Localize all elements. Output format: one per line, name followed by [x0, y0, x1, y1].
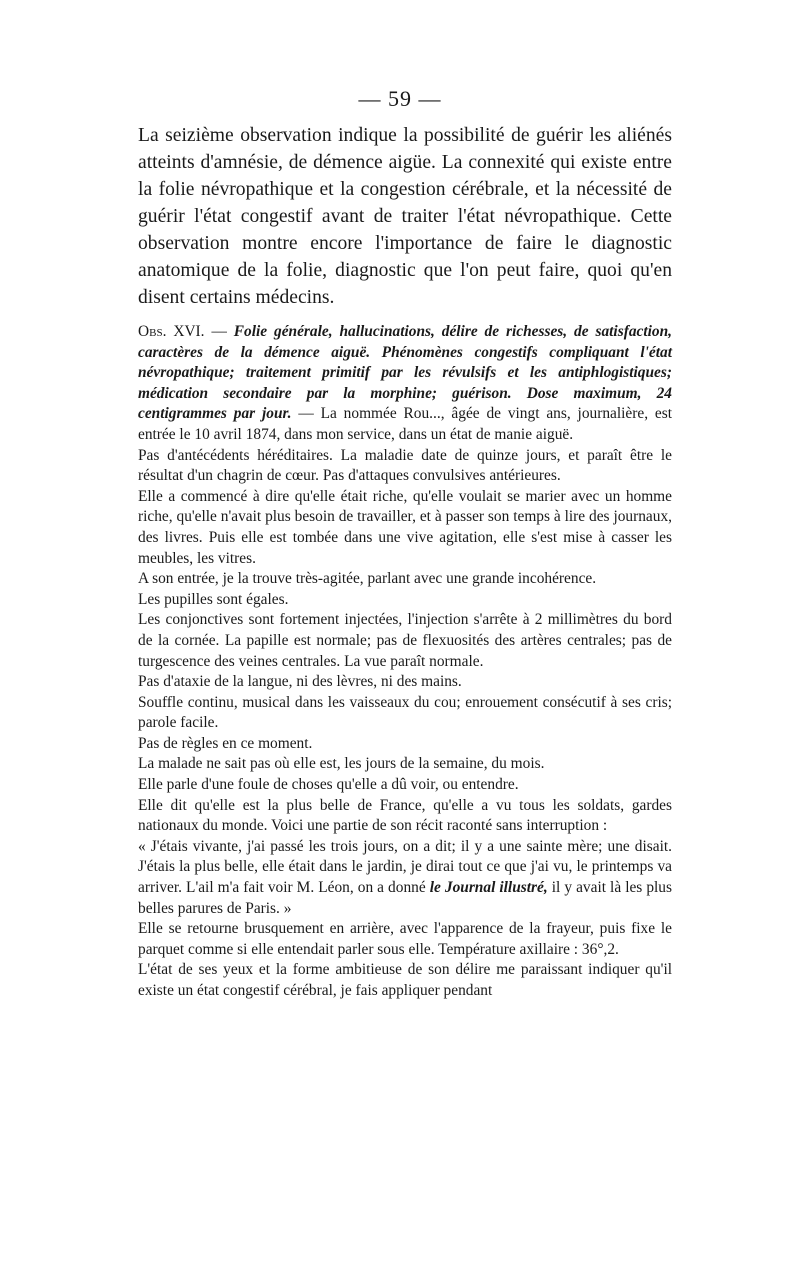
observation-label: Obs. XVI.	[138, 323, 205, 340]
observation-intro: — La nommée Rou..., âgée de vingt ans, journalière, est entrée le 10 avril 1874, dans mon service, dans un état de manie aiguë.	[138, 405, 672, 443]
observation-section	[138, 322, 672, 1002]
observation-paragraph: A son entrée, je la trouve très-agitée, parlant avec une grande incohérence.	[138, 570, 597, 588]
observation-paragraph: L'état de ses yeux et la forme ambitieuse de son délire me paraissant indiquer qu'il existe un état congestif cérébral, je fais appliquer pendant	[138, 961, 672, 999]
observation-paragraph: Les pupilles sont égales.	[138, 590, 289, 608]
observation-paragraph: Pas de règles en ce moment.	[138, 734, 313, 752]
quoted-speech	[138, 837, 672, 919]
observation-paragraph: Souffle continu, musical dans les vaisseaux du cou; enrouement consécutif à ses cris; parole facile.	[138, 693, 672, 732]
observation-paragraph: Pas d'antécédents héréditaires. La maladie date de quinze jours, et paraît être le résultat d'un chagrin de cœur. Pas d'attaques convulsives antérieures.	[138, 446, 672, 485]
quote-text-end: il y avait là les plus belles parures de Paris. »	[138, 879, 672, 917]
observation-paragraph: Elle a commencé à dire qu'elle était riche, qu'elle voulait se marier avec un homme riche, qu'elle n'avait plus besoin de travailler, et à passer son temps à lire des journaux, des livres. Puis elle est tombée dans une vive agitation, elle s'est mise à casser les meubles, les vitres.	[138, 487, 672, 567]
observation-paragraph: Les conjonctives sont fortement injectées, l'injection s'arrête à 2 millimètres du bord de la cornée. La papille est normale; pas de flexuosités des artères centrales; pas de turgescence des veines centrales. La vue paraît normale.	[138, 611, 672, 670]
observation-paragraph: Pas d'ataxie de la langue, ni des lèvres, ni des mains.	[138, 673, 462, 691]
page-number: — 59 —	[358, 86, 442, 111]
observation-heading	[138, 322, 672, 446]
observation-dash: —	[204, 323, 234, 340]
quote-journal-title: le Journal illustré,	[429, 879, 548, 897]
quote-text: « J'étais vivante, j'ai passé les trois jours, on a dit; il y a une sainte mère; une disait. J'étais la plus belle, elle était dans le jardin, je dirai tout ce que j'ai vu, le printemps va arriver. L'ail m'a fait voir M. Léon, on a donné	[138, 837, 672, 897]
observation-paragraph: Elle parle d'une foule de choses qu'elle a dû voir, ou entendre.	[138, 776, 519, 794]
observation-paragraph: La malade ne sait pas où elle est, les jours de la semaine, du mois.	[138, 755, 545, 773]
observation-paragraph: Elle se retourne brusquement en arrière, avec l'apparence de la frayeur, puis fixe le parquet comme si elle entendait parler sous elle. Température axillaire : 36°,2.	[138, 920, 672, 958]
intro-section	[138, 122, 672, 311]
observation-title: Folie générale, hallucinations, délire de richesses, de satisfaction, caractères de la démence aiguë. Phénomènes congestifs compliquant l'état névropathique; traitement primitif par les révulsifs et les antiphlogistiques; médication secondaire par la morphine; guérison. Dose maximum, 24 centigrammes par jour.	[138, 323, 673, 423]
observation-paragraph: Elle dit qu'elle est la plus belle de France, qu'elle a vu tous les soldats, gardes nationaux du monde. Voici une partie de son récit raconté sans interruption :	[138, 796, 672, 835]
intro-paragraph: La seizième observation indique la possibilité de guérir les aliénés atteints d'amnésie, de démence aigüe. La connexité qui existe entre la folie névropathique et la congestion cérébrale, et la nécessité de guérir l'état congestif avant de traiter l'état névropathique. Cette observation montre encore l'importance de faire le diagnostic anatomique de la folie, diagnostic que l'on peut faire, quoi qu'en disent certains médecins.	[138, 125, 672, 308]
